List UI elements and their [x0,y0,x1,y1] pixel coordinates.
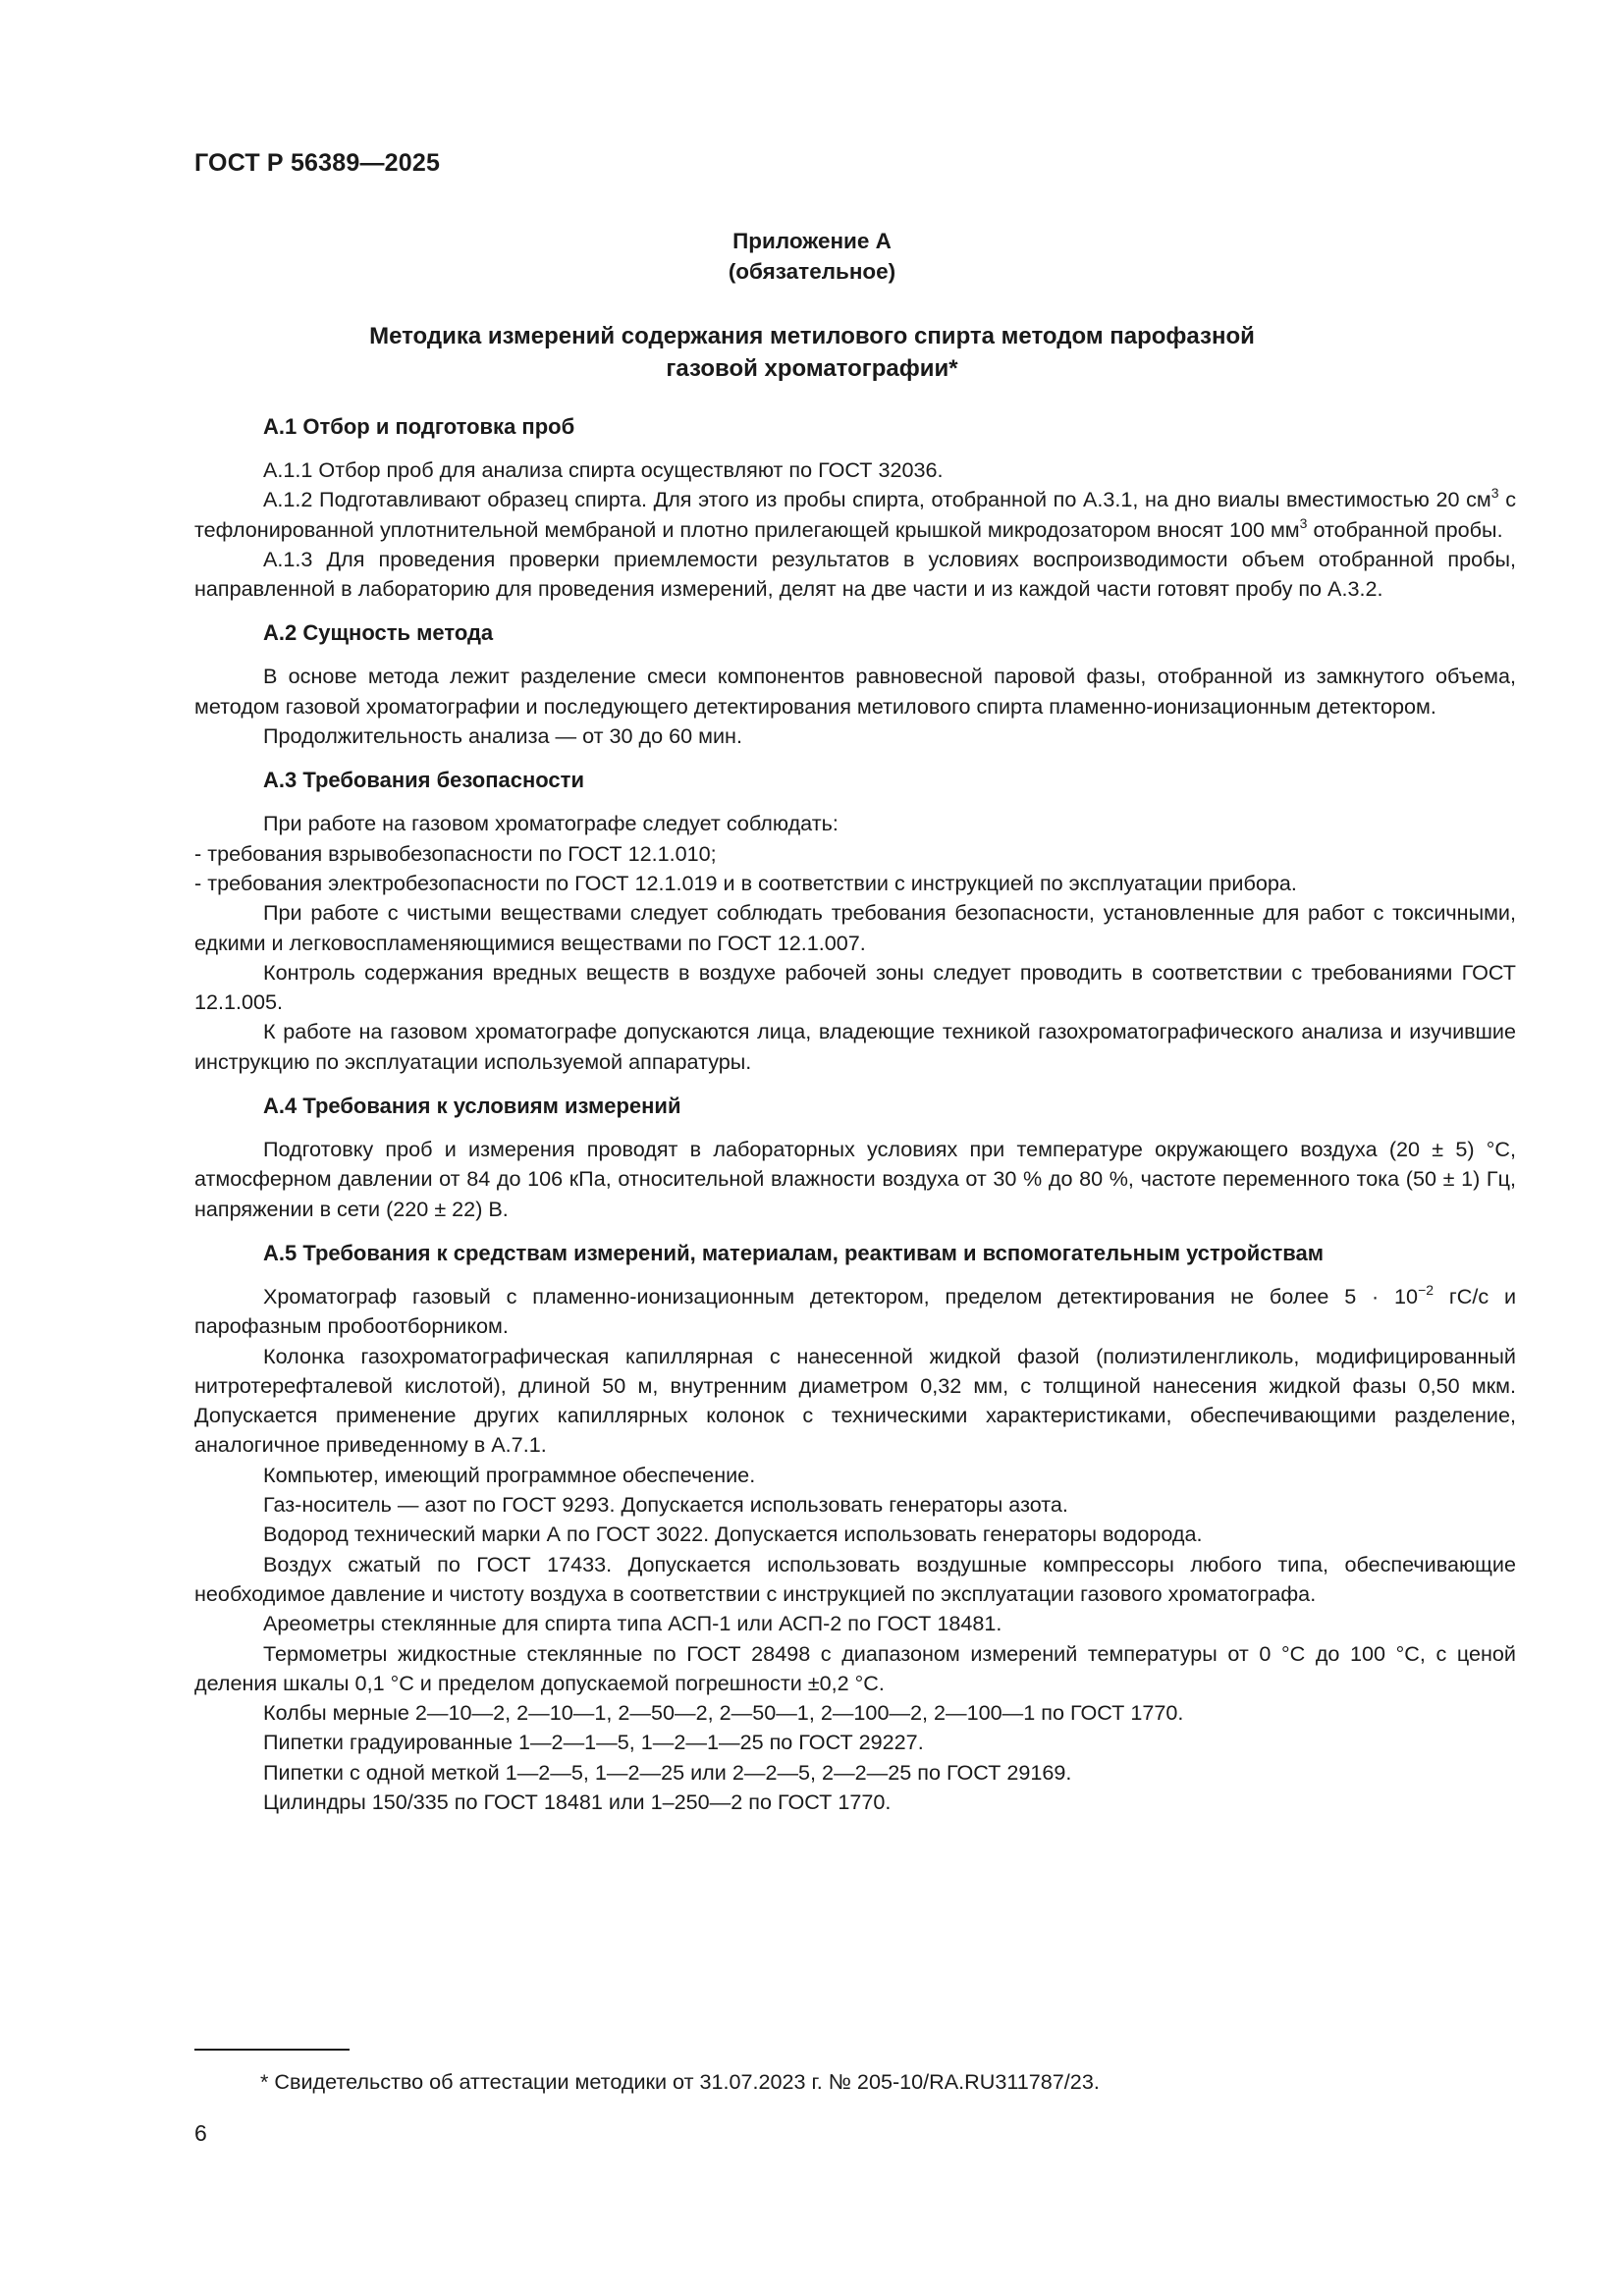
text-fragment: с тефлонированной уплотнительной мембраной и плотно прилегающей крышкой микродозатором вносят 100 мм [194,487,1516,542]
footnote: * Свидетельство об аттестации методики от 31.07.2023 г. № 205-10/RA.RU311787/23. [260,2069,1100,2094]
document-body [194,412,1516,1817]
section-heading-a4: А.4 Требования к условиям измерений [263,1094,681,1119]
page-number: 6 [194,2120,207,2146]
document-code: ГОСТ Р 56389—2025 [194,149,441,177]
annex-status: (обязательное) [728,259,896,284]
paragraph: А.1.3 Для проведения проверки приемлемости результатов в условиях воспроизводимости объем отобранной пробы, направленной в лабораторию для проведения измерений, делят на две части и из каждой части готовят пробу по А.3.2. [194,546,1516,602]
paragraph: Продолжительность анализа — от 30 до 60 мин. [263,723,742,749]
paragraph: Контроль содержания вредных веществ в воздухе рабочей зоны следует проводить в соответствии с требованиями ГОСТ 12.1.005. [194,959,1516,1015]
paragraph: Пипетки с одной меткой 1—2—5, 1—2—25 или 2—2—5, 2—2—25 по ГОСТ 29169. [263,1759,1072,1785]
paragraph: Цилиндры 150/335 по ГОСТ 18481 или 1–250—2 по ГОСТ 1770. [263,1789,892,1814]
annex-heading [0,226,1624,287]
text-fragment: гС/с и парофазным пробоотборником. [194,1283,1517,1339]
paragraph: Термометры жидкостные стеклянные по ГОСТ 28498 с диапазоном измерений температуры от 0 °С до 100 °С, с ценой деления шкалы 0,1 °С и пределом допускаемой погрешности ±0,2 °С. [194,1640,1516,1695]
superscript: 3 [1490,485,1499,502]
footnote-separator [194,2049,350,2051]
paragraph [194,485,1516,545]
text-fragment: отобранной пробы. [1307,516,1503,542]
annex-title [0,320,1624,385]
paragraph: Колонка газохроматографическая капиллярная с нанесенной жидкой фазой (полиэтиленгликоль, модифицированный нитротерефталевой кислотой), длиной 50 м, внутренним диаметром 0,32 мм, с толщиной нанесения жидкой фазы 0,50 мкм. Допускается применение других капиллярных колонок с техническими характеристиками, обеспечивающими разделение, аналогичное приведенному в А.7.1. [194,1343,1516,1458]
paragraph: Воздух сжатый по ГОСТ 17433. Допускается использовать воздушные компрессоры любого типа, обеспечивающие необходимое давление и чистоту воздуха в соответствии с инструкцией по эксплуатации газового хроматографа. [194,1551,1516,1606]
list-item: - требования электробезопасности по ГОСТ 12.1.019 и в соответствии с инструкцией по эксплуатации прибора. [194,870,1297,895]
paragraph: При работе на газовом хроматографе следует соблюдать: [263,811,839,836]
text-fragment: Хроматограф газовый с пламенно-ионизационным детектором, пределом детектирования не более 5 · 10 [263,1283,1419,1308]
section-heading-a2: А.2 Сущность метода [263,620,494,646]
paragraph: Компьютер, имеющий программное обеспечение. [263,1462,756,1487]
list-item: - требования взрывобезопасности по ГОСТ 12.1.010; [194,840,717,866]
paragraph [194,1282,1516,1342]
paragraph: К работе на газовом хроматографе допускаются лица, владеющие техникой газохроматографического анализа и изучившие инструкцию по эксплуатации используемой аппаратуры. [194,1019,1516,1074]
text-fragment: А.1.2 Подготавливают образец спирта. Для этого из пробы спирта, отобранной по А.3.1, на дно виалы вместимостью 20 см [263,487,1491,512]
paragraph: Водород технический марки А по ГОСТ 3022. Допускается использовать генераторы водорода. [263,1522,1203,1547]
paragraph: При работе с чистыми веществами следует соблюдать требования безопасности, установленные для работ с токсичными, едкими и легковоспламеняющимися веществами по ГОСТ 12.1.007. [194,900,1516,955]
superscript: 3 [1299,514,1308,531]
superscript: −2 [1418,1281,1435,1298]
annex-label: Приложение А [732,229,892,253]
paragraph: Подготовку проб и измерения проводят в лабораторных условиях при температуре окружающего воздуха (20 ± 5) °С, атмосферном давлении от 84 до 106 кПа, относительной влажности воздуха от 30 % до 80 %, частоте переменного тока (50 ± 1) Гц, напряжении в сети (220 ± 22) В. [194,1137,1516,1221]
paragraph: Пипетки градуированные 1—2—1—5, 1—2—1—25 по ГОСТ 29227. [263,1730,924,1755]
section-heading-a3: А.3 Требования безопасности [263,768,584,793]
paragraph: Газ-носитель — азот по ГОСТ 9293. Допускается использовать генераторы азота. [263,1492,1068,1518]
paragraph: Колбы мерные 2—10—2, 2—10—1, 2—50—2, 2—50—1, 2—100—2, 2—100—1 по ГОСТ 1770. [263,1700,1184,1726]
section-heading-a5: А.5 Требования к средствам измерений, материалам, реактивам и вспомогательным устройствам [263,1240,1324,1265]
section-heading-a1: А.1 Отбор и подготовка проб [263,414,575,439]
title-line-2: газовой хроматографии* [666,355,958,382]
paragraph: А.1.1 Отбор проб для анализа спирта осуществляют по ГОСТ 32036. [263,457,944,482]
paragraph: В основе метода лежит разделение смеси компонентов равновесной паровой фазы, отобранной из замкнутого объема, методом газовой хроматографии и последующего детектирования метилового спирта пламенно-ионизационным детектором. [194,664,1516,719]
title-line-1: Методика измерений содержания метилового спирта методом парофазной [369,323,1255,349]
paragraph: Ареометры стеклянные для спирта типа АСП-1 или АСП-2 по ГОСТ 18481. [263,1611,1002,1636]
